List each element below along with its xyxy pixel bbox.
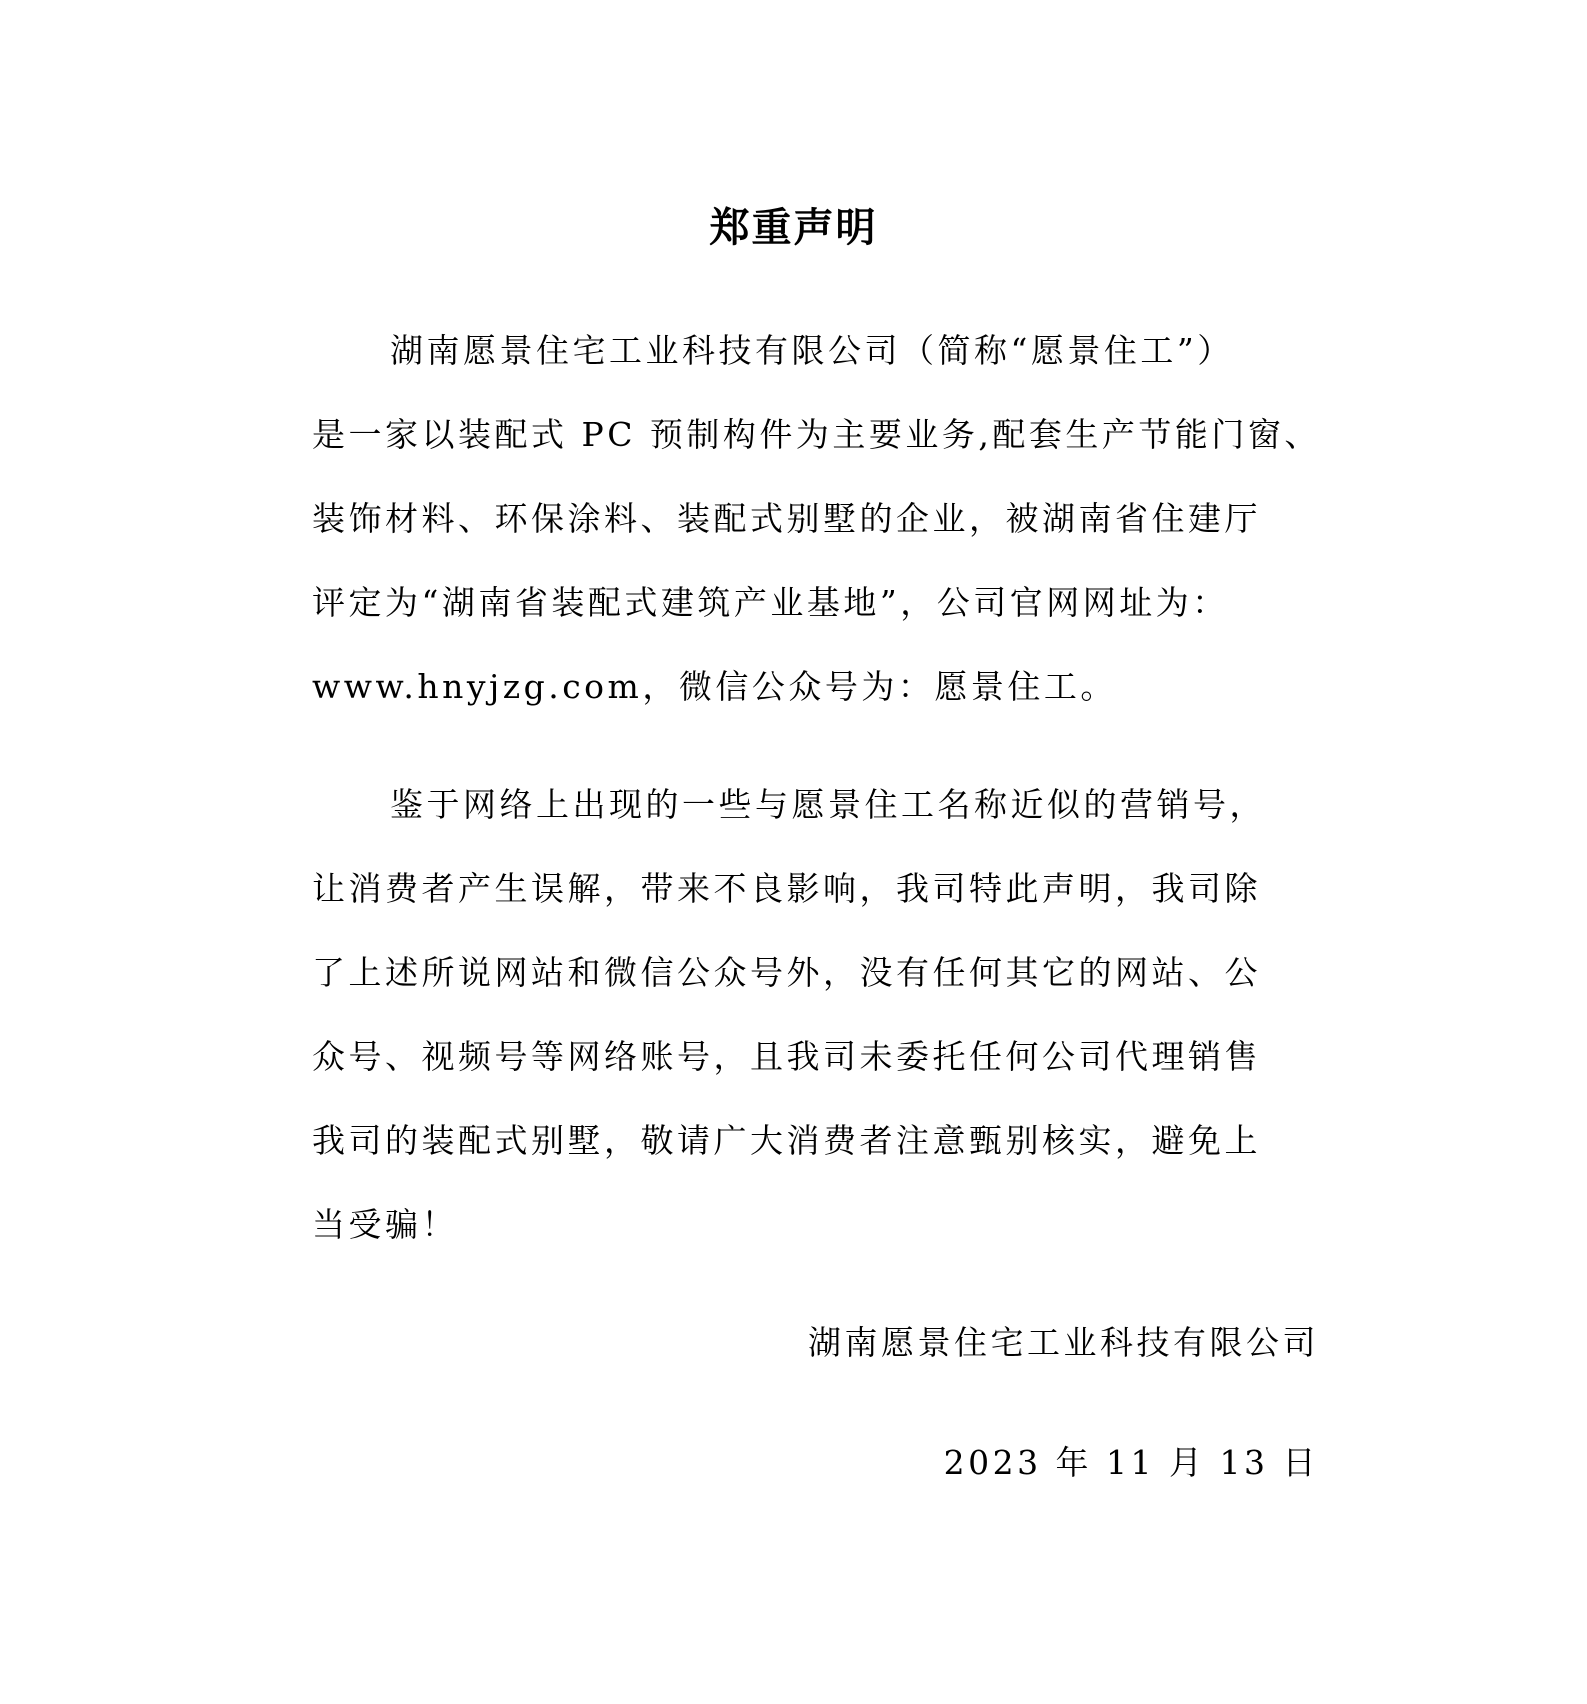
signature-company: 湖南愿景住宅工业科技有限公司 — [808, 1323, 1319, 1362]
paragraph-line: 众号、视频号等网络账号，且我司未委托任何公司代理销售 — [312, 1037, 1261, 1076]
paragraph-line: 让消费者产生误解，带来不良影响，我司特此声明，我司除 — [312, 869, 1261, 908]
paragraph-line: 装饰材料、环保涂料、装配式别墅的企业，被湖南省住建厅 — [312, 499, 1261, 538]
document-title: 郑重声明 — [709, 205, 878, 251]
paragraph-line: 湖南愿景住宅工业科技有限公司（简称“愿景住工”） — [390, 331, 1234, 370]
signature-date: 2023 年 11 月 13 日 — [943, 1443, 1319, 1482]
paragraph-line: 鉴于网络上出现的一些与愿景住工名称近似的营销号， — [390, 785, 1266, 824]
paragraph-line: 当受骗！ — [312, 1205, 458, 1244]
paragraph-line: www.hnyjzg.com，微信公众号为：愿景住工。 — [312, 667, 1117, 706]
paragraph-line: 是一家以装配式 PC 预制构件为主要业务,配套生产节能门窗、 — [312, 415, 1321, 454]
paragraph-line: 我司的装配式别墅，敬请广大消费者注意甄别核实，避免上 — [312, 1121, 1261, 1160]
paragraph-line: 了上述所说网站和微信公众号外，没有任何其它的网站、公 — [312, 953, 1261, 992]
paragraph-line: 评定为“湖南省装配式建筑产业基地”，公司官网网址为： — [312, 583, 1229, 622]
